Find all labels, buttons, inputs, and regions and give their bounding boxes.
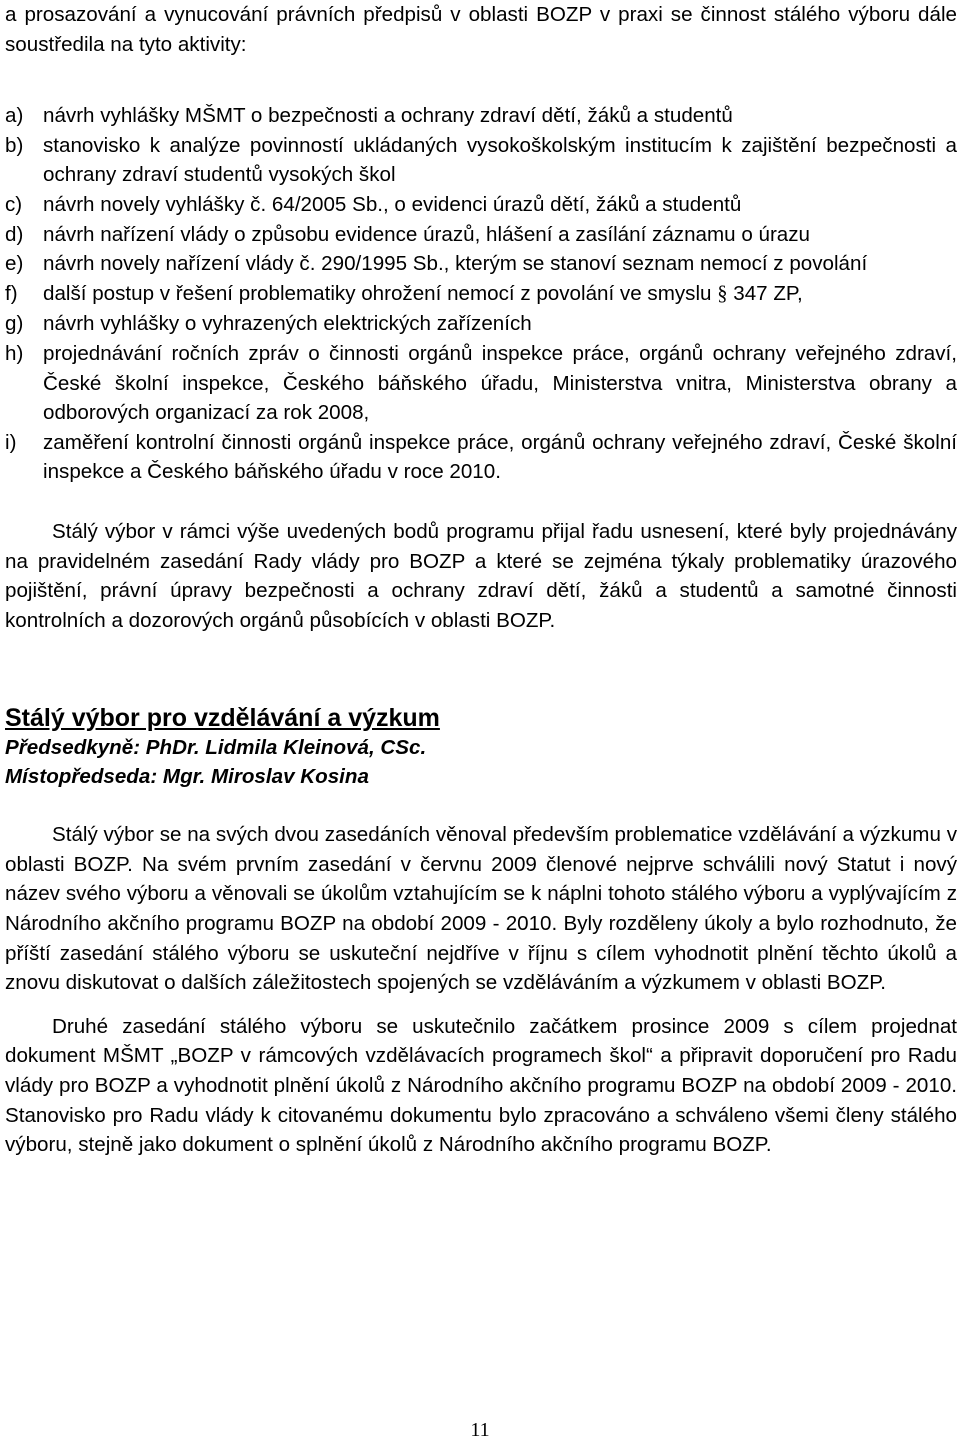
page-number: 11 (470, 1419, 490, 1441)
list-marker: b) (5, 133, 24, 157)
list-item (5, 220, 957, 250)
body-paragraph: Stálý výbor se na svých dvou zasedáních věnoval především problematice vzdělávání a výzkumu v oblasti BOZP. Na svém prvním zasedání v červnu 2009 členové nejprve schválili nový Statut i nový název svého výboru a věnovali se úkolům vztahujícím se k náplni tohoto stálého výboru a vyplývajícím z Národního akčního programu BOZP na období 2009 - 2010. Byly rozděleny úkoly a bylo rozhodnuto, že příští zasedání stálého výboru se uskuteční nejdříve v říjnu s cílem vyhodnotit plnění těchto úkolů a znovu diskutovat o dalších záležitostech spojených se vzděláváním a výzkumem v oblasti BOZP. (5, 823, 957, 995)
list-marker: d) (5, 222, 24, 246)
list-item (5, 249, 957, 279)
list-item-text: zaměření kontrolní činnosti orgánů inspekce práce, orgánů ochrany veřejného zdraví, České školní inspekce a Českého báňského úřadu v roce 2010. (43, 430, 957, 484)
list-marker: h) (5, 341, 24, 365)
activity-list (5, 101, 957, 487)
list-item (5, 339, 957, 428)
list-item-text-part: další postup v řešení problematiky ohrožení nemocí z povolání ve smyslu (43, 281, 718, 305)
list-item (5, 428, 957, 487)
list-item-text (43, 279, 957, 310)
section-heading: Stálý výbor pro vzdělávání a výzkum (5, 704, 440, 733)
list-item-text-part: 347 ZP, (727, 281, 803, 305)
list-item (5, 279, 957, 310)
document-page (5, 0, 957, 1160)
list-item (5, 309, 957, 339)
body-paragraph: Stálý výbor v rámci výše uvedených bodů programu přijal řadu usnesení, které byly projednávány na pravidelném zasedání Rady vlády pro BOZP a které se zejména týkaly problematiky úrazového pojištění, právní úpravy bezpečnosti a ochrany zdraví dětí, žáků a studentů a samotné činnosti kontrolních a dozorových orgánů působících v oblasti BOZP. (5, 519, 957, 632)
list-marker: i) (5, 430, 17, 454)
list-item-text: projednávání ročních zpráv o činnosti orgánů inspekce práce, orgánů ochrany veřejného zdraví, České školní inspekce, Českého báňského úřadu, Ministerstva vnitra, Ministerstva obrany a odborových organizací za rok 2008, (43, 341, 957, 425)
list-item (5, 131, 957, 190)
body-paragraph: Druhé zasedání stálého výboru se uskutečnilo začátkem prosince 2009 s cílem projednat dokument MŠMT „BOZP v rámcových vzdělávacích programech škol“ a připravit doporučení pro Radu vlády pro BOZP a vyhodnotit plnění úkolů z Národního akčního programu BOZP na období 2009 - 2010. Stanovisko pro Radu vlády k citovanému dokumentu bylo zpracováno a schváleno všemi členy stálého výboru, stejně jako dokument o splnění úkolů z Národního akčního programu BOZP. (5, 1014, 957, 1157)
list-marker: a) (5, 104, 24, 128)
vice-chair-line: Místopředseda: Mgr. Miroslav Kosina (5, 765, 369, 789)
list-marker: e) (5, 252, 24, 276)
list-item-text: návrh novely nařízení vlády č. 290/1995 Sb., kterým se stanoví seznam nemocí z povolání (43, 252, 868, 276)
chair-line: Předsedkyně: PhDr. Lidmila Kleinová, CSc. (5, 736, 427, 760)
list-item-text: návrh novely vyhlášky č. 64/2005 Sb., o evidenci úrazů dětí, žáků a studentů (43, 192, 742, 216)
list-item-text: stanovisko k analýze povinností ukládaných vysokoškolským institucím k zajištění bezpečnosti a ochrany zdraví studentů vysokých škol (43, 133, 957, 187)
list-marker: f) (5, 281, 18, 305)
list-item-text: návrh nařízení vlády o způsobu evidence úrazů, hlášení a zasílání záznamu o úrazu (43, 222, 811, 246)
list-marker: c) (5, 192, 23, 216)
section-sign: § (717, 282, 728, 305)
list-marker: g) (5, 312, 24, 336)
list-item-text: návrh vyhlášky o vyhrazených elektrických zařízeních (43, 312, 532, 336)
list-item (5, 190, 957, 220)
intro-paragraph: a prosazování a vynucování právních předpisů v oblasti BOZP v praxi se činnost stálého výboru dále soustředila na tyto aktivity: (5, 3, 957, 56)
list-item-text: návrh vyhlášky MŠMT o bezpečnosti a ochrany zdraví dětí, žáků a studentů (43, 104, 733, 128)
list-item (5, 101, 957, 131)
